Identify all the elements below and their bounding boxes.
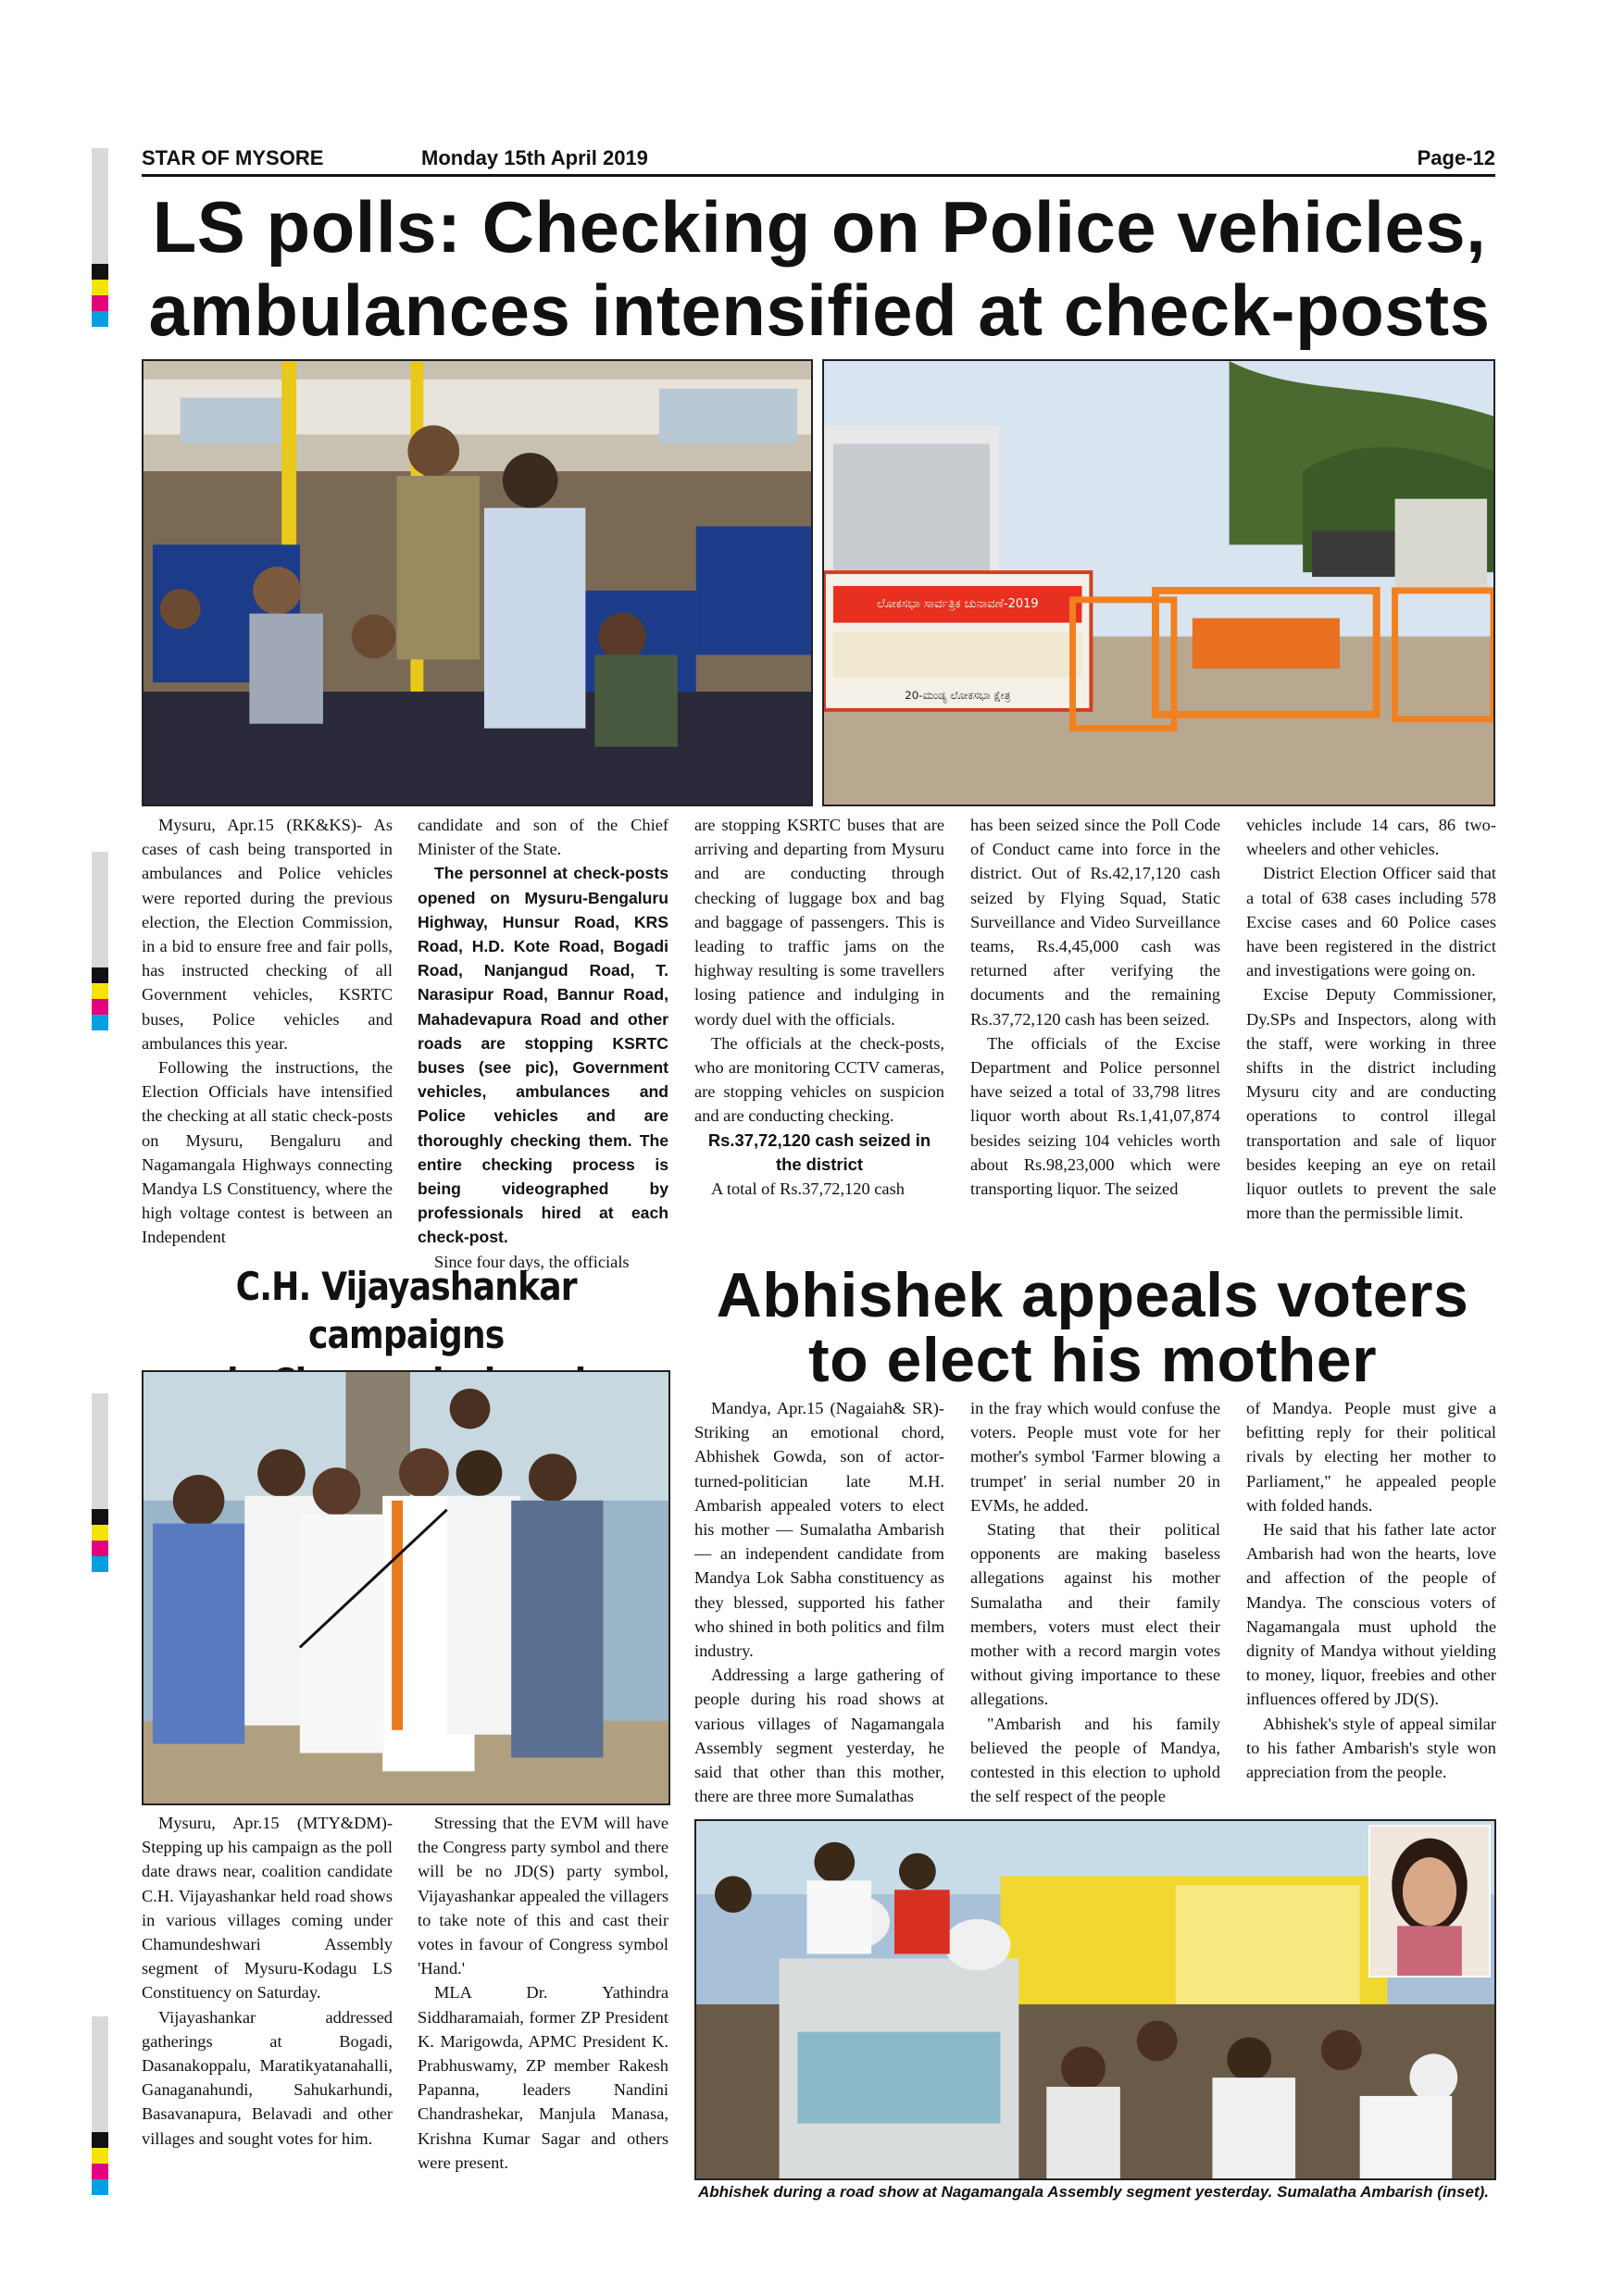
story3-headline	[689, 1260, 1496, 1395]
story3-para: Mandya, Apr.15 (Nagaiah& SR)- Striking an emotional chord, Abhishek Gowda, son of actor-turned-politician late M.H. Ambarish appealed voters to elect his mother — Sumalatha Ambarish — an independent candidate from Mandya Lok Sabha constituency as they blessed, supported his father who shined in both politics and film industry.	[694, 1399, 944, 1661]
masthead-rule	[142, 174, 1495, 177]
story2-headline-line1: C.H. Vijayashankar campaigns	[235, 1264, 577, 1357]
campaign-photo	[142, 1370, 670, 1805]
story1-column-1	[142, 813, 393, 1250]
bus-checking-photo	[142, 359, 813, 806]
story1-para: are stopping KSRTC buses that are arriving and departing from Mysuru and are conducting through checking of luggage box and bag and baggage of passengers. This is leading to traffic jams on the highway resulting is some travellers losing patience and indulging in wordy duel with the officials.	[694, 816, 944, 1029]
registration-swatch-black	[92, 2132, 108, 2148]
story1-para: The officials of the Excise Department and Police personnel have seized a total of 33,798 litres liquor worth about Rs.1,41,07,874 besides seizing 104 vehicles worth about Rs.98,23,000 which were transporting liquor. The seized	[970, 1033, 1220, 1199]
check-post-photo	[822, 359, 1495, 806]
story1-column-5	[1246, 813, 1496, 1225]
story2-column-1	[142, 1811, 393, 2151]
registration-swatch-cyan	[92, 311, 108, 327]
registration-swatch-cyan	[92, 1015, 108, 1030]
story1-para: candidate and son of the Chief Minister of the State.	[418, 816, 668, 859]
story1-para: vehicles include 14 cars, 86 two-wheelers and other vehicles.	[1246, 816, 1496, 859]
masthead	[142, 146, 1495, 172]
story3-para: He said that his father late actor Ambarish had won the hearts, love and affection of the people of Mandya. The conscious voters of Nagamangala must uphold the dignity of Mandya without yielding to money, liquor, freebies and other influences offered by JD(S).	[1246, 1520, 1496, 1709]
story3-headline-line1: Abhishek appeals voters	[716, 1260, 1469, 1330]
story1-para: Since four days, the officials	[434, 1252, 630, 1271]
registration-bar	[92, 148, 108, 264]
story1-para: Excise Deputy Commissioner, Dy.SPs and Inspectors, along with the staff, were working in three shifts in the district including Mysuru city and are conducting operations to control illegal transportation and sale of liquor besides keeping an eye on retail liquor outlets to prevent the sale more than the permissible limit.	[1246, 985, 1496, 1223]
road-show-photo	[694, 1819, 1496, 2180]
sumalatha-inset-photo	[1368, 1825, 1491, 1978]
story3-column-3	[1246, 1396, 1496, 1784]
story1-para: has been seized since the Poll Code of Conduct came into force in the district. Out of Rs.42,17,120 cash seized by Flying Squad, Static Surveillance and Video Surveillance teams, Rs.4,45,000 cash was returned after verifying the documents and the remaining Rs.37,72,120 cash has been seized.	[970, 816, 1220, 1029]
story2-para: Mysuru, Apr.15 (MTY&DM)- Stepping up his campaign as the poll date draws near, coalition candidate C.H. Vijayashankar held road shows in various villages coming under Chamundeshwari Assembly segment of Mysuru-Kodagu LS Constituency on Saturday.	[142, 1814, 393, 2003]
story3-para: Stating that their political opponents are making baseless allegations against his mother Sumalatha and their family members, voters must elect their mother with a record margin votes without giving importance to these allegations.	[970, 1520, 1220, 1709]
registration-bar	[92, 1393, 108, 1509]
story3-para: in the fray which would confuse the voters. People must vote for her mother's symbol 'Farmer blowing a trumpet' in serial number 20 in EVMs, he added.	[970, 1399, 1220, 1515]
story1-para: District Election Officer said that a total of 638 cases including 578 Excise cases and 60 Police cases have been registered in the district and investigations were going on.	[1246, 864, 1496, 980]
registration-swatch-magenta	[92, 295, 108, 311]
story1-para: The officials at the check-posts, who are monitoring CCTV cameras, are stopping vehicles on suspicion and are conducting checking.	[694, 1033, 944, 1126]
story3-column-1	[694, 1396, 944, 1808]
story1-subhead: Rs.37,72,120 cash seized in the district	[707, 1129, 931, 1174]
story1-para: Mysuru, Apr.15 (RK&KS)- As cases of cash being transported in ambulances and Police vehicles were reported during the previous election, the Election Commission, in a bid to ensure free and fair polls, has instructed checking of all Government vehicles, KSRTC buses, Police vehicles and ambulances this year.	[142, 816, 393, 1053]
story1-headline-line2: ambulances intensified at check-posts	[148, 269, 1491, 351]
registration-swatch-yellow	[92, 280, 108, 295]
story2-para: Stressing that the EVM will have the Congress party symbol and there will be no JD(S) party symbol, Vijayashankar appealed the villagers to take note of this and cast their votes in favour of Congress symbol 'Hand.'	[418, 1814, 668, 1978]
story1-column-3	[694, 813, 944, 1201]
story1-column-4	[970, 813, 1220, 1201]
page-number: Page-12	[1417, 146, 1495, 169]
publication-name: STAR OF MYSORE	[142, 146, 324, 169]
story1-para-bold: The personnel at check-posts opened on Mysuru-Bengaluru Highway, Hunsur Road, KRS Road, H.D. Kote Road, Bogadi Road, Nanjangud Road, T. Narasipur Road, Bannur Road, Mahadevapura Road and other roads are stopping KSRTC buses (see pic), Government vehicles, ambulances and Police vehicles and are thoroughly checking them. The entire checking process is being videographed by professionals hired at each check-post.	[418, 864, 668, 1247]
story2-para: Vijayashankar addressed gatherings at Bogadi, Dasanakoppalu, Maratikyatanahalli, Ganaganahundi, Sahukarhundi, Basavanapura, Belavadi and other villages and sought votes for him.	[142, 2007, 393, 2148]
registration-swatch-yellow	[92, 983, 108, 999]
story1-para: Following the instructions, the Election Officials have intensified the checking at all static check-posts on Mysuru, Bengaluru and Nagamangala Highways connecting Mandya LS Constituency, where the high voltage contest is between an Independent	[142, 1058, 393, 1247]
story3-para: of Mandya. People must give a befitting reply for their political rivals by electing her mother to Parliament," he appealed people with folded hands.	[1246, 1399, 1496, 1515]
story3-para: Abhishek's style of appeal similar to his father Ambarish's style won appreciation from the people.	[1246, 1714, 1496, 1782]
checkpost-banner-line1: ಲೋಕಸಭಾ ಸಾರ್ವತ್ರಿಕ ಚುನಾವಣೆ-2019	[876, 596, 1039, 611]
story1-headline-line1: LS polls: Checking on Police vehicles,	[152, 186, 1487, 268]
registration-swatch-black	[92, 264, 108, 280]
story3-para: "Ambarish and his family believed the people of Mandya, contested in this election to uphold the self respect of the people	[970, 1714, 1220, 1806]
issue-date: Monday 15th April 2019	[421, 146, 648, 169]
registration-swatch-magenta	[92, 999, 108, 1015]
registration-swatch-black	[92, 1509, 108, 1525]
story3-column-2	[970, 1396, 1220, 1808]
checkpost-banner-line2: 20-ಮಂಡ್ಯ ಲೋಕಸಭಾ ಕ್ಷೇತ್ರ	[905, 688, 1011, 702]
story2-column-2	[418, 1811, 668, 2175]
registration-swatch-magenta	[92, 1541, 108, 1556]
registration-swatch-cyan	[92, 2179, 108, 2195]
story2-para: MLA Dr. Yathindra Siddharamaiah, former ZP President K. Marigowda, APMC President K. Prabhuswamy, ZP member Rakesh Papanna, leaders Nandini Chandrashekar, Manjula Manasa, Krishna Kumar Sagar and others were present.	[418, 1983, 668, 2172]
story3-para: Addressing a large gathering of people during his road shows at various villages of Nagamangala Assembly segment yesterday, he said that other than this mother, there are three more Sumalathas	[694, 1666, 944, 1806]
road-show-caption: Abhishek during a road show at Nagamangala Assembly segment yesterday. Sumalatha Ambarish (inset).	[697, 2183, 1490, 2201]
story1-column-2	[418, 813, 668, 1274]
registration-bar	[92, 852, 108, 967]
registration-swatch-yellow	[92, 1525, 108, 1541]
registration-swatch-black	[92, 967, 108, 983]
story3-headline-line2: to elect his mother	[807, 1325, 1378, 1395]
registration-bar	[92, 2016, 108, 2132]
story1-para: A total of Rs.37,72,120 cash	[711, 1179, 905, 1199]
registration-swatch-magenta	[92, 2164, 108, 2179]
registration-swatch-cyan	[92, 1556, 108, 1572]
registration-swatch-yellow	[92, 2148, 108, 2164]
